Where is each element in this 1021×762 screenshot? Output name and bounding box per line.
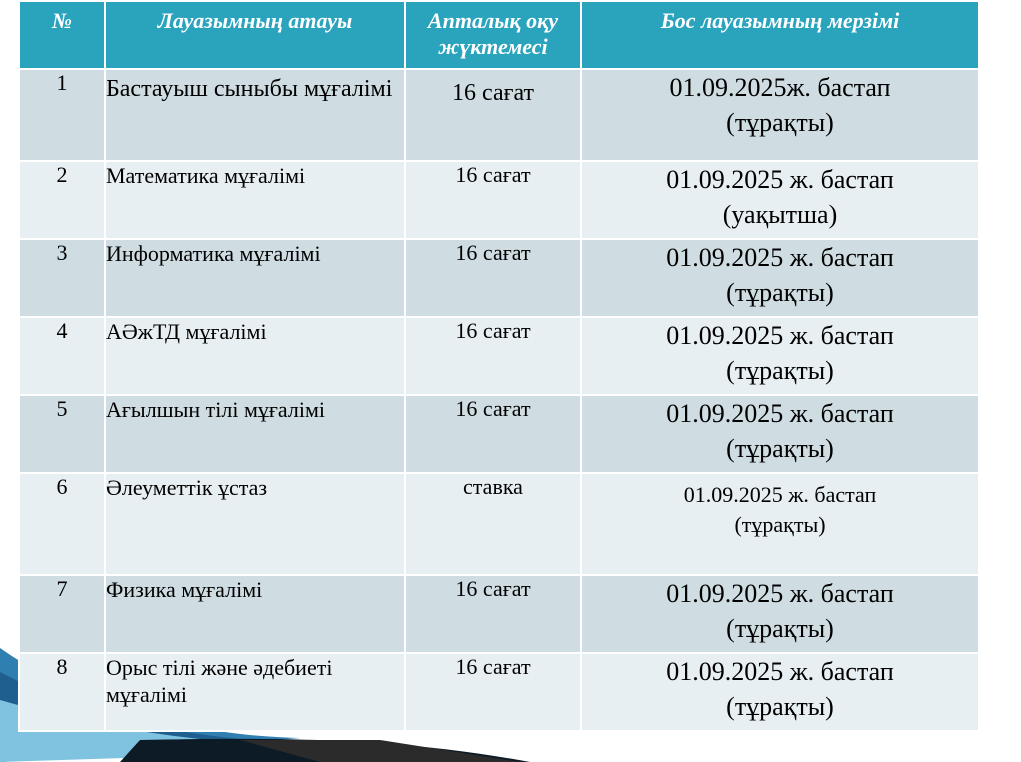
vacancy-term bbox=[581, 473, 979, 575]
vacancy-term bbox=[581, 239, 979, 317]
weekly-load: 16 сағат bbox=[405, 69, 581, 161]
row-number: 4 bbox=[19, 317, 105, 395]
position-title: Әлеуметтік ұстаз bbox=[105, 473, 405, 575]
header-weekly-load-line1: Апталық оқу bbox=[427, 8, 559, 33]
vacancy-term-type: (тұрақты) bbox=[726, 356, 834, 385]
table-row bbox=[19, 395, 979, 473]
table-row bbox=[19, 473, 979, 575]
vacancy-term-type: (уақытша) bbox=[722, 200, 838, 229]
row-number: 7 bbox=[19, 575, 105, 653]
vacancy-term-date: 01.09.2025 ж. бастап bbox=[666, 399, 894, 428]
vacancy-term-date: 01.09.2025 ж. бастап bbox=[683, 482, 877, 507]
table-row bbox=[19, 575, 979, 653]
weekly-load: ставка bbox=[405, 473, 581, 575]
vacancy-term-date: 01.09.2025 ж. бастап bbox=[666, 579, 894, 608]
weekly-load: 16 сағат bbox=[405, 161, 581, 239]
vacancy-term-type: (тұрақты) bbox=[726, 692, 834, 721]
position-title: Информатика мұғалімі bbox=[105, 239, 405, 317]
vacancy-term bbox=[581, 161, 979, 239]
vacancy-term bbox=[581, 395, 979, 473]
table-row bbox=[19, 69, 979, 161]
position-title: АӘжТД мұғалімі bbox=[105, 317, 405, 395]
vacancy-term-type: (тұрақты) bbox=[726, 614, 834, 643]
weekly-load: 16 сағат bbox=[405, 575, 581, 653]
header-number: № bbox=[19, 1, 105, 69]
weekly-load: 16 сағат bbox=[405, 239, 581, 317]
header-position-title: Лауазымның атауы bbox=[105, 1, 405, 69]
table-row bbox=[19, 317, 979, 395]
vacancy-term-date: 01.09.2025 ж. бастап bbox=[666, 243, 894, 272]
header-vacancy-term: Бос лауазымның мерзімі bbox=[581, 1, 979, 69]
vacancy-table bbox=[18, 0, 980, 732]
vacancy-term bbox=[581, 69, 979, 161]
vacancy-term bbox=[581, 317, 979, 395]
header-weekly-load-line2: жүктемесі bbox=[438, 34, 548, 59]
position-title: Бастауыш сыныбы мұғалімі bbox=[105, 69, 405, 161]
weekly-load: 16 сағат bbox=[405, 653, 581, 731]
vacancy-term-date: 01.09.2025 ж. бастап bbox=[666, 165, 894, 194]
table-row bbox=[19, 653, 979, 731]
vacancy-term-type: (тұрақты) bbox=[726, 434, 834, 463]
vacancy-term bbox=[581, 653, 979, 731]
position-title: Ағылшын тілі мұғалімі bbox=[105, 395, 405, 473]
table-row bbox=[19, 161, 979, 239]
position-title: Математика мұғалімі bbox=[105, 161, 405, 239]
vacancy-term-type: (тұрақты) bbox=[734, 512, 826, 537]
weekly-load: 16 сағат bbox=[405, 317, 581, 395]
weekly-load: 16 сағат bbox=[405, 395, 581, 473]
vacancy-term-date: 01.09.2025ж. бастап bbox=[669, 73, 891, 102]
position-title: Физика мұғалімі bbox=[105, 575, 405, 653]
row-number: 1 bbox=[19, 69, 105, 161]
row-number: 6 bbox=[19, 473, 105, 575]
table-row bbox=[19, 239, 979, 317]
row-number: 3 bbox=[19, 239, 105, 317]
row-number: 8 bbox=[19, 653, 105, 731]
vacancy-term-type: (тұрақты) bbox=[726, 278, 834, 307]
vacancy-term bbox=[581, 575, 979, 653]
position-title: Орыс тілі және әдебиеті мұғалімі bbox=[105, 653, 405, 731]
row-number: 5 bbox=[19, 395, 105, 473]
row-number: 2 bbox=[19, 161, 105, 239]
vacancy-term-date: 01.09.2025 ж. бастап bbox=[666, 657, 894, 686]
header-weekly-load bbox=[405, 1, 581, 69]
table-header-row bbox=[19, 1, 979, 69]
vacancy-term-type: (тұрақты) bbox=[726, 108, 834, 137]
vacancy-term-date: 01.09.2025 ж. бастап bbox=[666, 321, 894, 350]
